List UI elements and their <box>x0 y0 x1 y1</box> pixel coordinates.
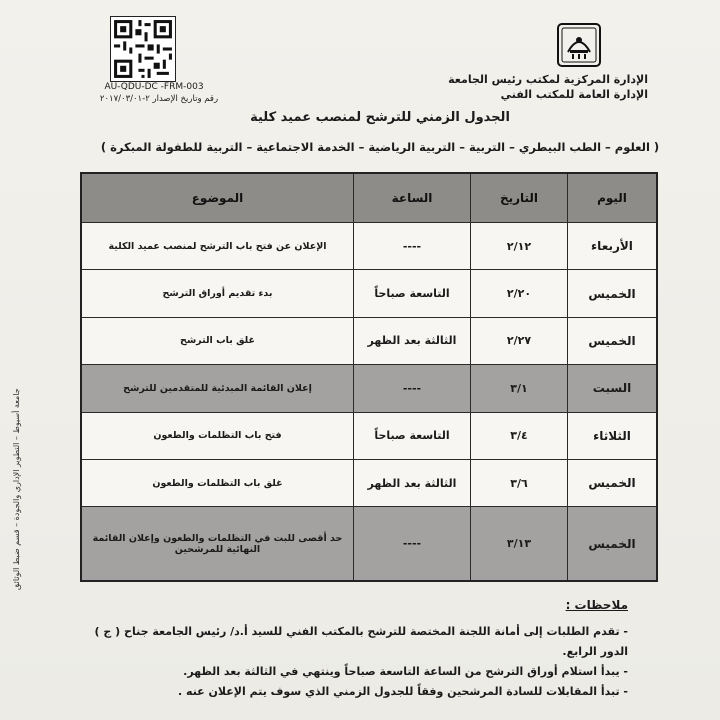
cell-date: ٣/٤ <box>471 412 568 459</box>
cell-day: الخميس <box>568 317 658 364</box>
cell-day: السبت <box>568 365 658 412</box>
header-day: اليوم <box>568 173 658 223</box>
organization-header <box>448 72 648 102</box>
notes-title: ملاحظات : <box>565 598 628 612</box>
table-row <box>81 507 657 581</box>
document-code: AU-QDU-DC -FRM-003 <box>104 82 204 92</box>
cell-date: ٣/١ <box>471 365 568 412</box>
cell-date: ٣/٦ <box>471 459 568 506</box>
qr-code-icon <box>110 16 176 82</box>
cell-time: التاسعة صباحاً <box>354 270 471 317</box>
org-line-1: الإدارة المركزية لمكتب رئيس الجامعة <box>448 73 648 86</box>
note-item: - تقدم الطلبات إلى أمانة اللجنة المختصة للترشح بالمكتب الفني للسيد أ.د/ رئيس الجامعة جناح ( ج ) الدور الرابع. <box>94 625 628 658</box>
schedule-table <box>80 172 658 582</box>
cell-day: الخميس <box>568 459 658 506</box>
table-row <box>81 270 657 317</box>
note-item: - يبدأ استلام أوراق الترشح من الساعة التاسعة صباحاً وينتهي في الثالثة بعد الظهر. <box>183 665 628 678</box>
cell-time: الثالثة بعد الظهر <box>354 459 471 506</box>
cell-time: ---- <box>354 365 471 412</box>
cell-time: ---- <box>354 507 471 581</box>
page-title: الجدول الزمني للترشح لمنصب عميد كلية <box>250 110 510 125</box>
cell-date: ٣/١٣ <box>471 507 568 581</box>
table-row <box>81 459 657 506</box>
table-row <box>81 223 657 270</box>
table-row <box>81 412 657 459</box>
cell-day: الخميس <box>568 507 658 581</box>
cell-date: ٢/٢٠ <box>471 270 568 317</box>
cell-day: الأربعاء <box>568 223 658 270</box>
header-date: التاريخ <box>471 173 568 223</box>
cell-topic: فتح باب التظلمات والطعون <box>81 412 354 459</box>
header-time: الساعة <box>354 173 471 223</box>
table-row <box>81 365 657 412</box>
vertical-side-text: جامعة أسيوط – التطوير الإداري والجودة – قسم ضبط الوثائق <box>12 388 21 590</box>
issue-date: رقم وتاريخ الإصدار ٢-٢٠١٧/٠٣/٠١ <box>99 94 219 104</box>
cell-day: الثلاثاء <box>568 412 658 459</box>
cell-topic: إعلان القائمة المبدئية للمتقدمين للترشح <box>81 365 354 412</box>
cell-topic: بدء تقديم أوراق الترشح <box>81 270 354 317</box>
cell-topic: غلق باب التظلمات والطعون <box>81 459 354 506</box>
notes-list <box>68 622 628 702</box>
cell-time: الثالثة بعد الظهر <box>354 317 471 364</box>
note-item: - تبدأ المقابلات للسادة المرشحين وفقاً للجدول الزمني الذي سوف يتم الإعلان عنه . <box>178 685 628 698</box>
cell-date: ٢/٢٧ <box>471 317 568 364</box>
cell-time: التاسعة صباحاً <box>354 412 471 459</box>
university-seal-icon <box>556 22 602 68</box>
cell-day: الخميس <box>568 270 658 317</box>
header-topic: الموضوع <box>81 173 354 223</box>
org-line-2: الإدارة العامة للمكتب الفني <box>500 88 648 101</box>
cell-topic: غلق باب الترشح <box>81 317 354 364</box>
cell-topic: حد أقصى للبت في التظلمات والطعون وإعلان القائمة النهائية للمرشحين <box>81 507 354 581</box>
cell-date: ٢/١٢ <box>471 223 568 270</box>
page-subtitle: ( العلوم – الطب البيطري – التربية – التربية الرياضية – الخدمة الاجتماعية – التربية للطفولة المبكرة ) <box>100 140 660 154</box>
cell-time: ---- <box>354 223 471 270</box>
table-row <box>81 317 657 364</box>
table-header-row <box>81 173 657 223</box>
cell-topic: الإعلان عن فتح باب الترشح لمنصب عميد الكلية <box>81 223 354 270</box>
